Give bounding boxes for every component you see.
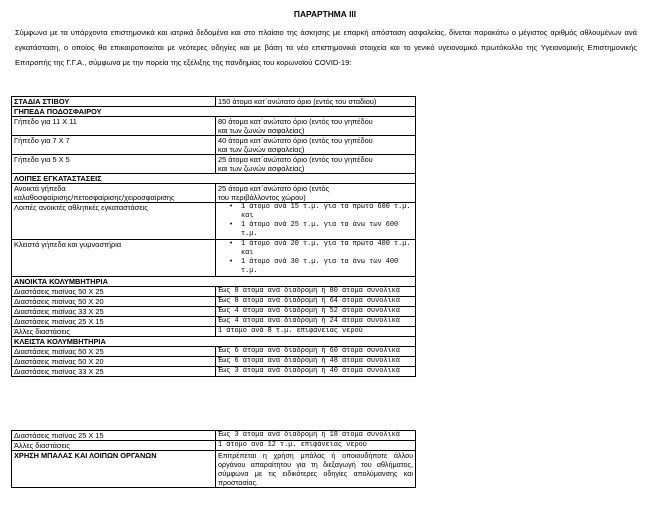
table-row: Άλλες διαστάσεις 1 άτομο ανά 12 τ.μ. επιφάνειας νερού [12, 441, 416, 451]
page-title: ΠΑΡΑΡΤΗΜΑ ΙΙΙ [293, 9, 357, 19]
section-header: ΛΟΙΠΕΣ ΕΓΚΑΤΑΣΤΑΣΕΙΣ [12, 174, 416, 184]
table-row: Ανοικτά γήπεδα καλαθοσφαίρισης/πετοσφαίρισης/χειροσφαίρισης 25 άτομα κατ΄ανώτατο όριο (εντός του περιβάλλοντος χώρου) [12, 184, 416, 203]
table-row: Διαστάσεις πισίνας 50 Χ 25 Έως 6 άτομα ανά διαδρομή ή 60 άτομα συνολικά [12, 347, 416, 357]
table-row: Γήπεδο για 7 Χ 7 40 άτομα κατ΄ανώτατο όριο (εντός του γηπέδου και των ζωνών ασφαλείας) [12, 136, 416, 155]
table-row: Γήπεδο για 5 Χ 5 25 άτομα κατ΄ανώτατο όριο (εντός του γηπέδου και των ζωνών ασφαλείας) [12, 155, 416, 174]
table-row: Διαστάσεις πισίνας 33 Χ 25 Έως 4 άτομα ανά διαδρομή ή 52 άτομα συνολικά [12, 307, 416, 317]
table-row: Άλλες διαστάσεις 1 άτομο ανά 8 τ.μ. επιφάνειας νερού [12, 327, 416, 337]
table-row [12, 97, 416, 107]
table-row: Διαστάσεις πισίνας 25 Χ 15 Έως 4 άτομα ανά διαδρομή ή 24 άτομα συνολικά [12, 317, 416, 327]
capacity-table [11, 96, 416, 377]
capacity-table-continued [11, 430, 416, 488]
section-header: ΓΗΠΕΔΑ ΠΟΔΟΣΦΑΙΡΟΥ [12, 107, 416, 117]
table-row: ΧΡΗΣΗ ΜΠΑΛΑΣ ΚΑΙ ΛΟΙΠΩΝ ΟΡΓΑΝΩΝ Επιτρέπεται η χρήση μπάλας ή οποιουδήποτε άλλου οργάνου απαραίτητου για τη διεξαγωγή του αθλήματος, σύμφωνα με τις ειδικότερες οδηγίες απολύμανσης και προστασίας. [12, 451, 416, 488]
intro-paragraph: Σύμφωνα με τα υπάρχοντα επιστημονικά και ιατρικά δεδομένα και στο πλαίσιο της άσκησης με επαρκή απόσταση ασφαλείας, δίνεται παρακάτω ο μέγιστος αριθμός αθλουμένων ανά εγκατάσταση, ο οποίος θα επικαιροποιείται με νεότερες οδηγίες και με βάση τα νέα επιστημονικά στοιχεία και το γενικό υγειονομικό πρωτόκολλο της Υγειονομικής Επιστημονικής Επιτροπής της Γ.Γ.Α., σύμφωνα με την πορεία της εξέλιξης της πανδημίας του κορωνοϊού COVID-19: [15, 28, 637, 67]
row-label: ΣΤΑΔΙΑ ΣΤΙΒΟΥ [12, 97, 216, 107]
table-row: Διαστάσεις πισίνας 50 Χ 20 Έως 8 άτομα ανά διαδρομή ή 64 άτομα συνολικά [12, 297, 416, 307]
section-header: ΑΝΟΙΚΤΑ ΚΟΛΥΜΒΗΤΗΡΙΑ [12, 277, 416, 287]
table-row: Διαστάσεις πισίνας 50 Χ 25 Έως 8 άτομα ανά διαδρομή ή 80 άτομα συνολικά [12, 287, 416, 297]
table-row: Κλειστά γήπεδα και γυμναστήρια • 1 άτομο ανά 20 τ.μ. για τα πρώτα 400 τ.μ. και • 1 άτομο ανά 30 τ.μ. για τα άνω των 400 τ.μ. [12, 240, 416, 277]
section-header: ΚΛΕΙΣΤΑ ΚΟΛΥΜΒΗΤΗΡΙΑ [12, 337, 416, 347]
row-value: 150 άτομα κατ΄ανώτατο όριο (εντός του σταδίου) [216, 97, 416, 107]
table-row: Διαστάσεις πισίνας 25 Χ 15 Έως 3 άτομα ανά διαδρομή ή 18 άτομα συνολικά [12, 431, 416, 441]
table-row: Διαστάσεις πισίνας 33 Χ 25 Έως 3 άτομα ανά διαδρομή ή 40 άτομα συνολικά [12, 367, 416, 377]
table-row: Λοιπές ανοικτές αθλητικές εγκαταστάσεις • 1 άτομο ανά 15 τ.μ. για τα πρώτα 600 τ.μ. και • 1 άτομο ανά 25 τ.μ. για τα άνω των 600 τ.μ. [12, 203, 416, 240]
table-row: Διαστάσεις πισίνας 50 Χ 20 Έως 6 άτομα ανά διαδρομή ή 48 άτομα συνολικά [12, 357, 416, 367]
table-row: Γήπεδο για 11 Χ 11 80 άτομα κατ΄ανώτατο όριο (εντός του γηπέδου και των ζωνών ασφαλείας) [12, 117, 416, 136]
